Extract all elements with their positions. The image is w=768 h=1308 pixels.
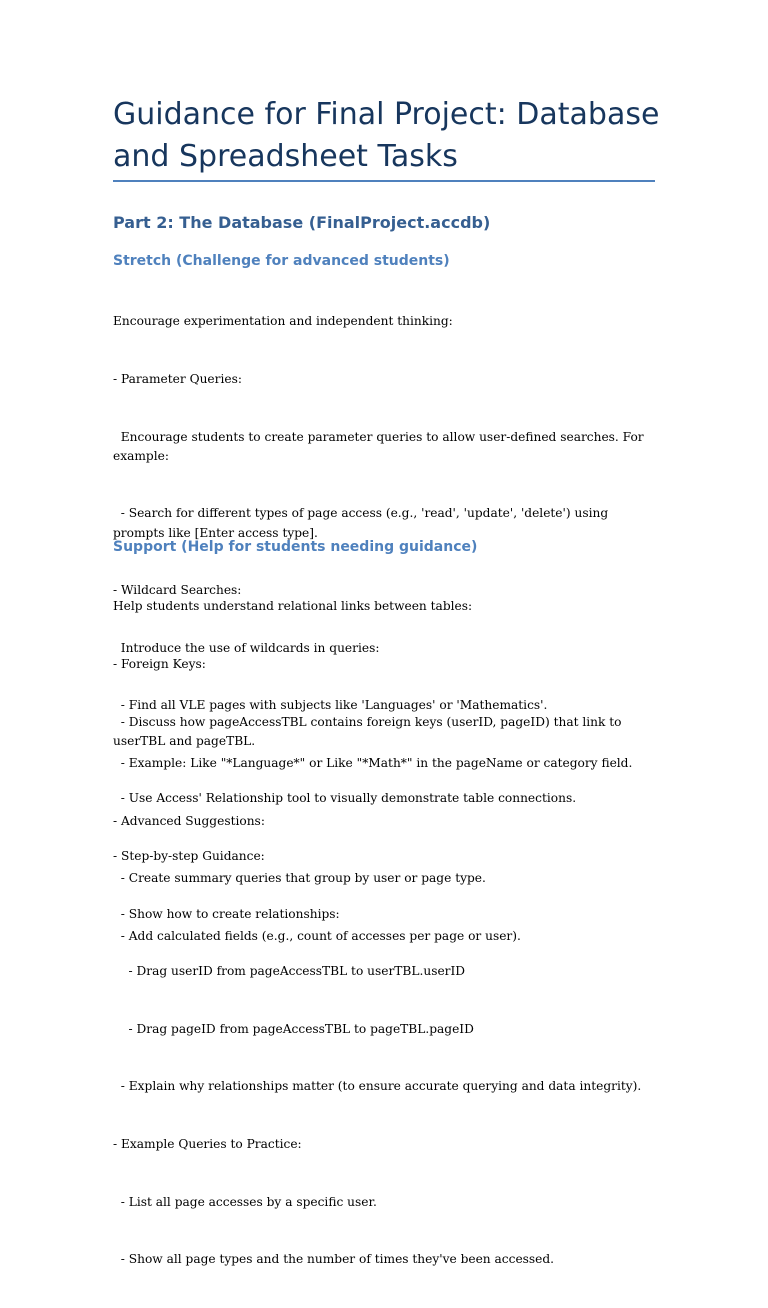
body-line: - Show how to create relationships: <box>113 906 340 921</box>
body-line: - Wildcard Searches: <box>113 583 242 598</box>
support-body <box>113 559 658 1308</box>
title-divider <box>113 180 655 182</box>
body-line: - Foreign Keys: <box>113 657 206 672</box>
body-line: - Show all page types and the number of times they've been accessed. <box>113 1252 555 1267</box>
body-line: - Discuss how pageAccessTBL contains foreign keys (userID, pageID) that link to userTBL and pageTBL. <box>113 714 626 748</box>
body-line: - Example: Like "*Language*" or Like "*Math*" in the pageName or category field. <box>113 756 633 771</box>
body-line: Help students understand relational links between tables: <box>113 599 473 614</box>
stretch-heading: Stretch (Challenge for advanced students) <box>113 253 450 269</box>
body-line: - Search for different types of page access (e.g., 'read', 'update', 'delete') using prompts like [Enter access type]. <box>113 506 613 540</box>
body-line: - Explain why relationships matter (to ensure accurate querying and data integrity). <box>113 1079 642 1094</box>
body-line: Encourage experimentation and independent thinking: <box>113 314 453 329</box>
body-line: - Drag pageID from pageAccessTBL to pageTBL.pageID <box>113 1021 474 1036</box>
document-title: Guidance for Final Project: Database and Spreadsheet Tasks <box>113 97 660 174</box>
body-line: - Drag userID from pageAccessTBL to userTBL.userID <box>113 964 466 979</box>
body-line: Introduce the use of wildcards in queries: <box>113 640 380 655</box>
support-heading: Support (Help for students needing guidance) <box>113 539 478 555</box>
body-line: - Step-by-step Guidance: <box>113 849 265 864</box>
body-line: - Use Access' Relationship tool to visually demonstrate table connections. <box>113 791 577 806</box>
body-line: - Advanced Suggestions: <box>113 813 265 828</box>
body-line: - Example Queries to Practice: <box>113 1137 302 1152</box>
body-line: - Add calculated fields (e.g., count of accesses per page or user). <box>113 928 521 943</box>
body-line: - List all page accesses by a specific user. <box>113 1194 377 1209</box>
body-line: - Create summary queries that group by user or page type. <box>113 871 486 886</box>
body-line: Encourage students to create parameter queries to allow user-defined searches. For example: <box>113 429 648 463</box>
body-line: - Find all VLE pages with subjects like 'Languages' or 'Mathematics'. <box>113 698 548 713</box>
part-heading: Part 2: The Database (FinalProject.accdb) <box>113 213 491 232</box>
body-line: - Parameter Queries: <box>113 372 242 387</box>
